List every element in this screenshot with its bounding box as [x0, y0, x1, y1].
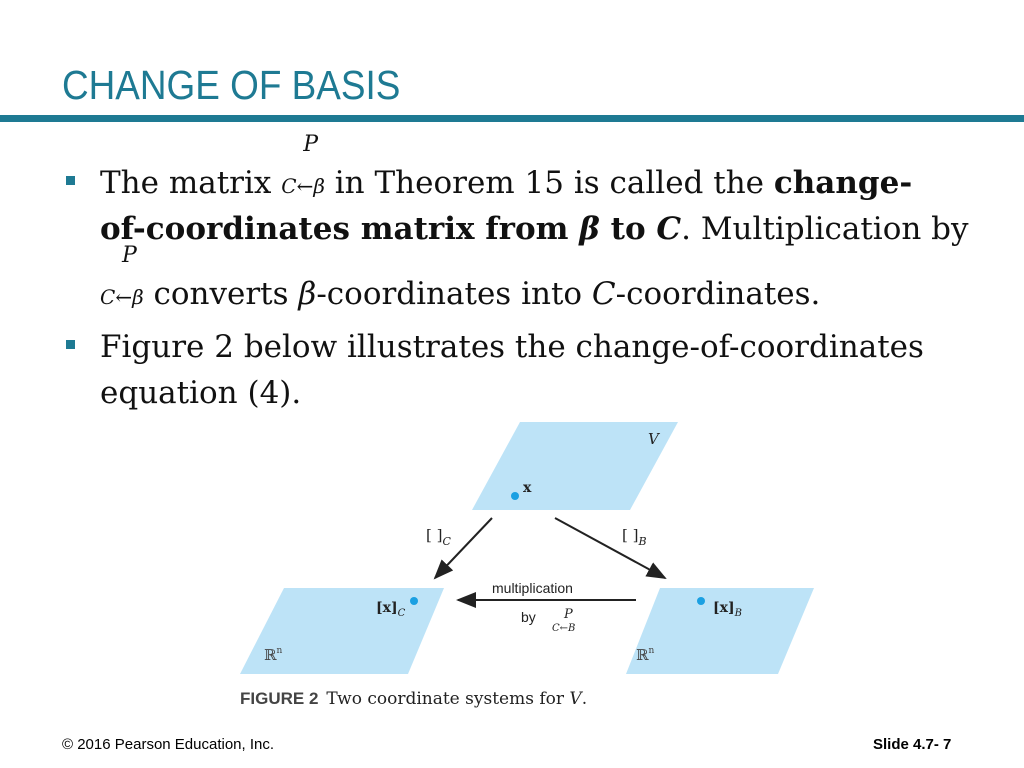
- bullet2-line2: equation (4).: [100, 375, 302, 411]
- bullet1-line3: [100, 243, 821, 312]
- bullet1-line2: [100, 211, 969, 247]
- text: -coordinates into: [316, 276, 592, 312]
- coordinate-systems-figure: [230, 418, 830, 718]
- map-b-label: [ ]$_B$: [622, 526, 647, 548]
- term-bold: to: [599, 211, 657, 247]
- plane-v-label: V: [648, 430, 659, 448]
- arrow-to-b: [555, 518, 665, 578]
- point-xb-dot: [697, 597, 705, 605]
- slide-title: CHANGE OF BASIS: [62, 62, 401, 108]
- plane-rn-right-label: ℝ$^n$: [636, 646, 655, 664]
- change-matrix-symbol: [281, 132, 325, 201]
- text: The matrix: [100, 165, 282, 201]
- text: in Theorem 15 is called the: [324, 165, 774, 201]
- text: . Multiplication by: [681, 211, 969, 247]
- matrix-p: P: [122, 243, 137, 268]
- map-c-label: [ ]$_C$: [426, 526, 451, 548]
- text: converts: [143, 276, 299, 312]
- point-x-label: x: [523, 480, 532, 496]
- bullet1-line1: [100, 132, 913, 201]
- bullet-marker: [66, 340, 75, 349]
- matrix-beta: β: [132, 285, 144, 309]
- change-matrix-symbol: [100, 243, 144, 312]
- matrix-c: C: [100, 285, 116, 309]
- point-xc-label: $[x]_C$: [376, 600, 406, 619]
- beta-symbol: β: [298, 276, 317, 312]
- bullet2-line1: Figure 2 below illustrates the change-of-coordinates: [100, 329, 924, 365]
- by-matrix-p: P: [564, 607, 573, 622]
- matrix-arrow: ←: [115, 285, 133, 309]
- bullet-marker: [66, 176, 75, 185]
- term-bold: of-coordinates matrix from: [100, 211, 580, 247]
- arrow-to-c: [435, 518, 492, 578]
- matrix-arrow: ←: [296, 174, 314, 198]
- term-bold: change-: [773, 165, 913, 201]
- text: -coordinates.: [615, 276, 821, 312]
- figure-caption: FIGURE 2 Two coordinate systems for V.: [240, 689, 588, 709]
- plane-rn-left-label: ℝ$^n$: [264, 646, 283, 664]
- copyright-text: © 2016 Pearson Education, Inc.: [62, 736, 275, 753]
- title-divider: [0, 115, 1024, 122]
- matrix-p: P: [303, 132, 319, 157]
- point-xb-label: $[x]_B$: [713, 600, 742, 619]
- by-matrix-sub: C←B: [552, 623, 576, 634]
- c-symbol: C: [591, 276, 616, 312]
- matrix-c: C: [281, 174, 297, 198]
- slide-number: Slide 4.7- 7: [873, 736, 952, 753]
- point-x-dot: [511, 492, 519, 500]
- c-symbol: C: [656, 211, 682, 247]
- multiplication-label: multiplication: [492, 580, 573, 596]
- point-xc-dot: [410, 597, 418, 605]
- matrix-beta: β: [313, 174, 325, 198]
- beta-symbol: β: [579, 211, 600, 247]
- by-label: by: [521, 609, 536, 625]
